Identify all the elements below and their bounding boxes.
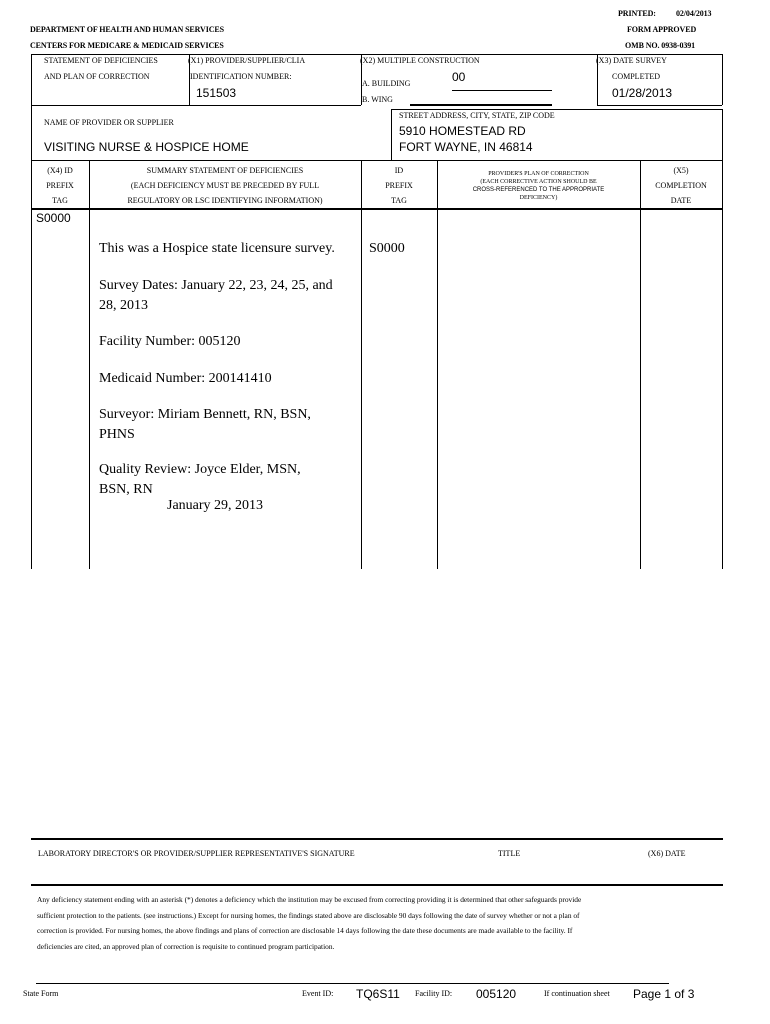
title-label: TITLE bbox=[498, 849, 521, 858]
x1-label-1: (X1) PROVIDER/SUPPLIER/CLIA bbox=[188, 56, 306, 65]
paragraph-survey-type: This was a Hospice state licensure survey. bbox=[99, 241, 335, 256]
x5-label-1: (X5) bbox=[673, 166, 689, 175]
centers-name: CENTERS FOR MEDICARE & MEDICAID SERVICES bbox=[30, 41, 224, 50]
page-number: Page 1 of 3 bbox=[633, 987, 695, 1001]
plan-label-2: (EACH CORRECTIVE ACTION SHOULD BE bbox=[480, 179, 597, 185]
x4-label-2: PREFIX bbox=[46, 181, 74, 190]
summary-label-3: REGULATORY OR LSC IDENTIFYING INFORMATION) bbox=[127, 196, 323, 205]
address-label: STREET ADDRESS, CITY, STATE, ZIP CODE bbox=[399, 111, 555, 120]
building-label: A. BUILDING bbox=[362, 79, 411, 88]
omb-number: OMB NO. 0938-0391 bbox=[625, 41, 696, 50]
survey-date-value: 01/28/2013 bbox=[612, 86, 673, 100]
x5-label-3: DATE bbox=[670, 196, 692, 205]
plan-label-4: DEFICIENCY) bbox=[519, 195, 558, 201]
signature-label: LABORATORY DIRECTOR'S OR PROVIDER/SUPPLIER REPRESENTATIVE'S SIGNATURE bbox=[38, 849, 355, 858]
statement-label-2: AND PLAN OF CORRECTION bbox=[44, 72, 150, 81]
review-date: January 29, 2013 bbox=[167, 498, 264, 513]
continuation-label: If continuation sheet bbox=[544, 989, 610, 998]
summary-label-2: (EACH DEFICIENCY MUST BE PRECEDED BY FULL bbox=[130, 181, 320, 190]
plan-label-3: CROSS-REFERENCED TO THE APPROPRIATE bbox=[472, 187, 605, 193]
state-form-label: State Form bbox=[23, 989, 59, 998]
x1-label-2: IDENTIFICATION NUMBER: bbox=[190, 72, 292, 81]
paragraph-surveyor: Surveyor: Miriam Bennett, RN, BSN, PHNS bbox=[99, 407, 311, 442]
statement-label-1: STATEMENT OF DEFICIENCIES bbox=[44, 56, 158, 65]
top-box-border bbox=[31, 54, 722, 55]
left-tag: S0000 bbox=[36, 211, 71, 225]
x4-label-3: TAG bbox=[52, 196, 68, 205]
building-value: 00 bbox=[452, 70, 466, 84]
event-id-label: Event ID: bbox=[302, 989, 334, 998]
plan-label-1: PROVIDER'S PLAN OF CORRECTION bbox=[488, 171, 589, 177]
summary-label-1: SUMMARY STATEMENT OF DEFICIENCIES bbox=[146, 166, 304, 175]
provider-name-value: VISITING NURSE & HOSPICE HOME bbox=[44, 140, 249, 154]
paragraph-survey-dates: Survey Dates: January 22, 23, 24, 25, and 28, 2013 bbox=[99, 278, 333, 313]
provider-name-label: NAME OF PROVIDER OR SUPPLIER bbox=[44, 118, 174, 127]
provider-id-value: 151503 bbox=[196, 86, 237, 100]
x6-date-label: (X6) DATE bbox=[648, 849, 686, 858]
x3-label-1: (X3) DATE SURVEY bbox=[596, 56, 667, 65]
paragraph-facility-number: Facility Number: 005120 bbox=[99, 334, 241, 349]
address-line-1: 5910 HOMESTEAD RD bbox=[399, 124, 526, 138]
department-name: DEPARTMENT OF HEALTH AND HUMAN SERVICES bbox=[30, 25, 225, 34]
form-approved: FORM APPROVED bbox=[627, 25, 697, 34]
id-label-3: TAG bbox=[391, 196, 407, 205]
right-tag: S0000 bbox=[369, 241, 405, 256]
disclaimer-text: Any deficiency statement ending with an asterisk (*) denotes a deficiency which the institution may be excused from correcting providing it is determined that other safeguards provide sufficient protection to the patients. (see instructions.) Except for nursing homes, the findings stated above are disclosable 90 days following the date of survey whether or not a plan of correction is provided. For nursing homes, the above findings and plans of correction are disclosable 14 days following the date these documents are made available to the facility. If deficiencies are cited, an approved plan of correction is requisite to continued program participation. bbox=[37, 895, 582, 951]
x4-label-1: (X4) ID bbox=[47, 166, 73, 175]
address-line-2: FORT WAYNE, IN 46814 bbox=[399, 140, 533, 154]
paragraph-medicaid-number: Medicaid Number: 200141410 bbox=[99, 371, 272, 386]
wing-label: B. WING bbox=[362, 95, 393, 104]
printed-label: PRINTED: bbox=[618, 9, 656, 18]
id-label-1: ID bbox=[394, 166, 404, 175]
event-id-value: TQ6S11 bbox=[356, 987, 400, 1001]
paragraph-quality-review: Quality Review: Joyce Elder, MSN, BSN, RN bbox=[99, 462, 301, 497]
x2-label: (X2) MULTIPLE CONSTRUCTION bbox=[360, 56, 480, 65]
x5-label-2: COMPLETION bbox=[655, 181, 707, 190]
x3-label-2: COMPLETED bbox=[612, 72, 660, 81]
printed-date: 02/04/2013 bbox=[676, 9, 712, 18]
facility-id-value: 005120 bbox=[476, 987, 517, 1001]
facility-id-label: Facility ID: bbox=[415, 989, 453, 998]
id-label-2: PREFIX bbox=[385, 181, 413, 190]
